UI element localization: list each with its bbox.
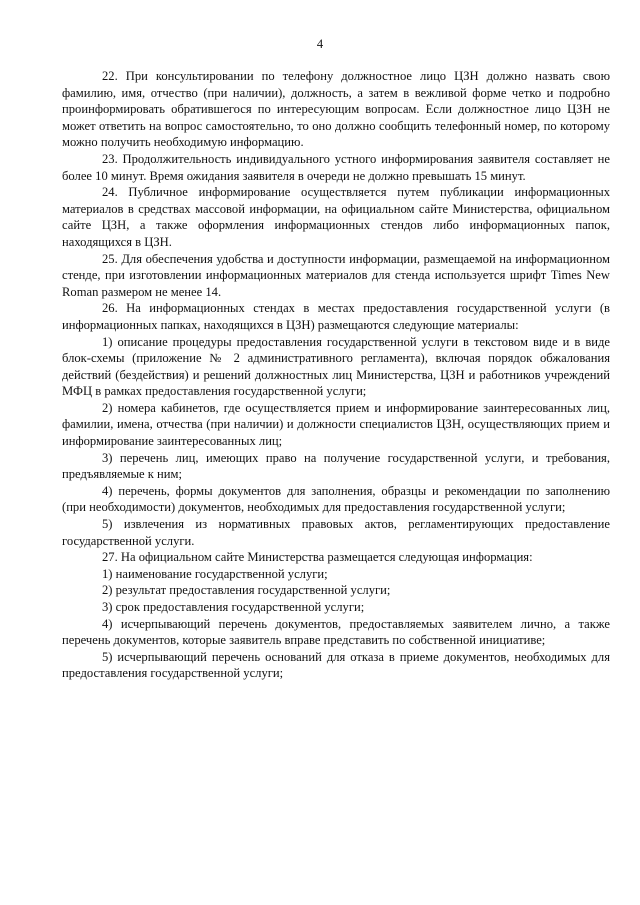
list-item-26-3: 3) перечень лиц, имеющих право на получение государственной услуги, и требования, предъявляемые к ним;: [62, 450, 610, 482]
list-item-26-5: 5) извлечения из нормативных правовых актов, регламентирующих предоставление государственной услуги.: [62, 517, 610, 548]
document-body: [62, 68, 610, 682]
list-item-27-2: 2) результат предоставления государственной услуги;: [102, 583, 391, 598]
paragraph-25: 25. Для обеспечения удобства и доступности информации, размещаемой на информационном стенде, при изготовлении информационных материалов для стенда используется шрифт Times New Roman размером не менее 14.: [62, 251, 610, 299]
list-item-27-3: 3) срок предоставления государственной услуги;: [102, 600, 365, 614]
paragraph-23: 23. Продолжительность индивидуального устного информирования заявителя составляет не более 10 минут. Время ожидания заявителя в очереди не должно превышать 15 минут.: [62, 151, 610, 183]
page-number: 4: [316, 37, 324, 51]
list-item-26-2: 2) номера кабинетов, где осуществляется прием и информирование заинтересованных лиц, фамилии, имена, отчества (при наличии) и должности специалистов ЦЗН, осуществляющих прием и информирование заинтересованных лиц;: [62, 400, 610, 449]
list-item-27-5: 5) исчерпывающий перечень оснований для отказа в приеме документов, необходимых для предоставления государственной услуги;: [62, 649, 610, 681]
paragraph-24: 24. Публичное информирование осуществляется путем публикации информационных материалов в средствах массовой информации, на официальном сайте Министерства, официальном сайте ЦЗН, а также оформления информационных стендов либо информационных папок, находящихся в ЦЗН.: [62, 185, 610, 249]
list-item-27-4: 4) исчерпывающий перечень документов, предоставляемых заявителем лично, а также перечень документов, которые заявитель вправе представить по собственной инициативе;: [62, 616, 610, 648]
list-item-26-1: 1) описание процедуры предоставления государственной услуги в текстовом виде и в виде блок-схемы (приложение № 2 административного регламента), включая порядок обжалования действий (бездействия) и решений должностных лиц Министерства, ЦЗН и работников учреждений МФЦ в рамках предоставления государственной услуги;: [62, 334, 610, 399]
paragraph-26: 26. На информационных стендах в местах предоставления государственной услуги (в информационных папках, находящихся в ЦЗН) размещаются следующие материалы:: [62, 301, 610, 332]
paragraph-22: 22. При консультировании по телефону должностное лицо ЦЗН должно назвать свою фамилию, имя, отчество (при наличии), должность, а затем в вежливой форме четко и подробно проинформировать обратившегося по интересующим вопросам. Если должностное лицо ЦЗН не может ответить на вопрос самостоятельно, то оно должно сообщить телефонный номер, по которому можно получить необходимую информацию.: [62, 69, 610, 150]
list-item-26-4: 4) перечень, формы документов для заполнения, образцы и рекомендации по заполнению (при необходимости) документов, необходимых для предоставления государственной услуги;: [62, 483, 610, 515]
paragraph-27: 27. На официальном сайте Министерства размещается следующая информация:: [102, 550, 533, 565]
list-item-27-1: 1) наименование государственной услуги;: [102, 566, 328, 581]
